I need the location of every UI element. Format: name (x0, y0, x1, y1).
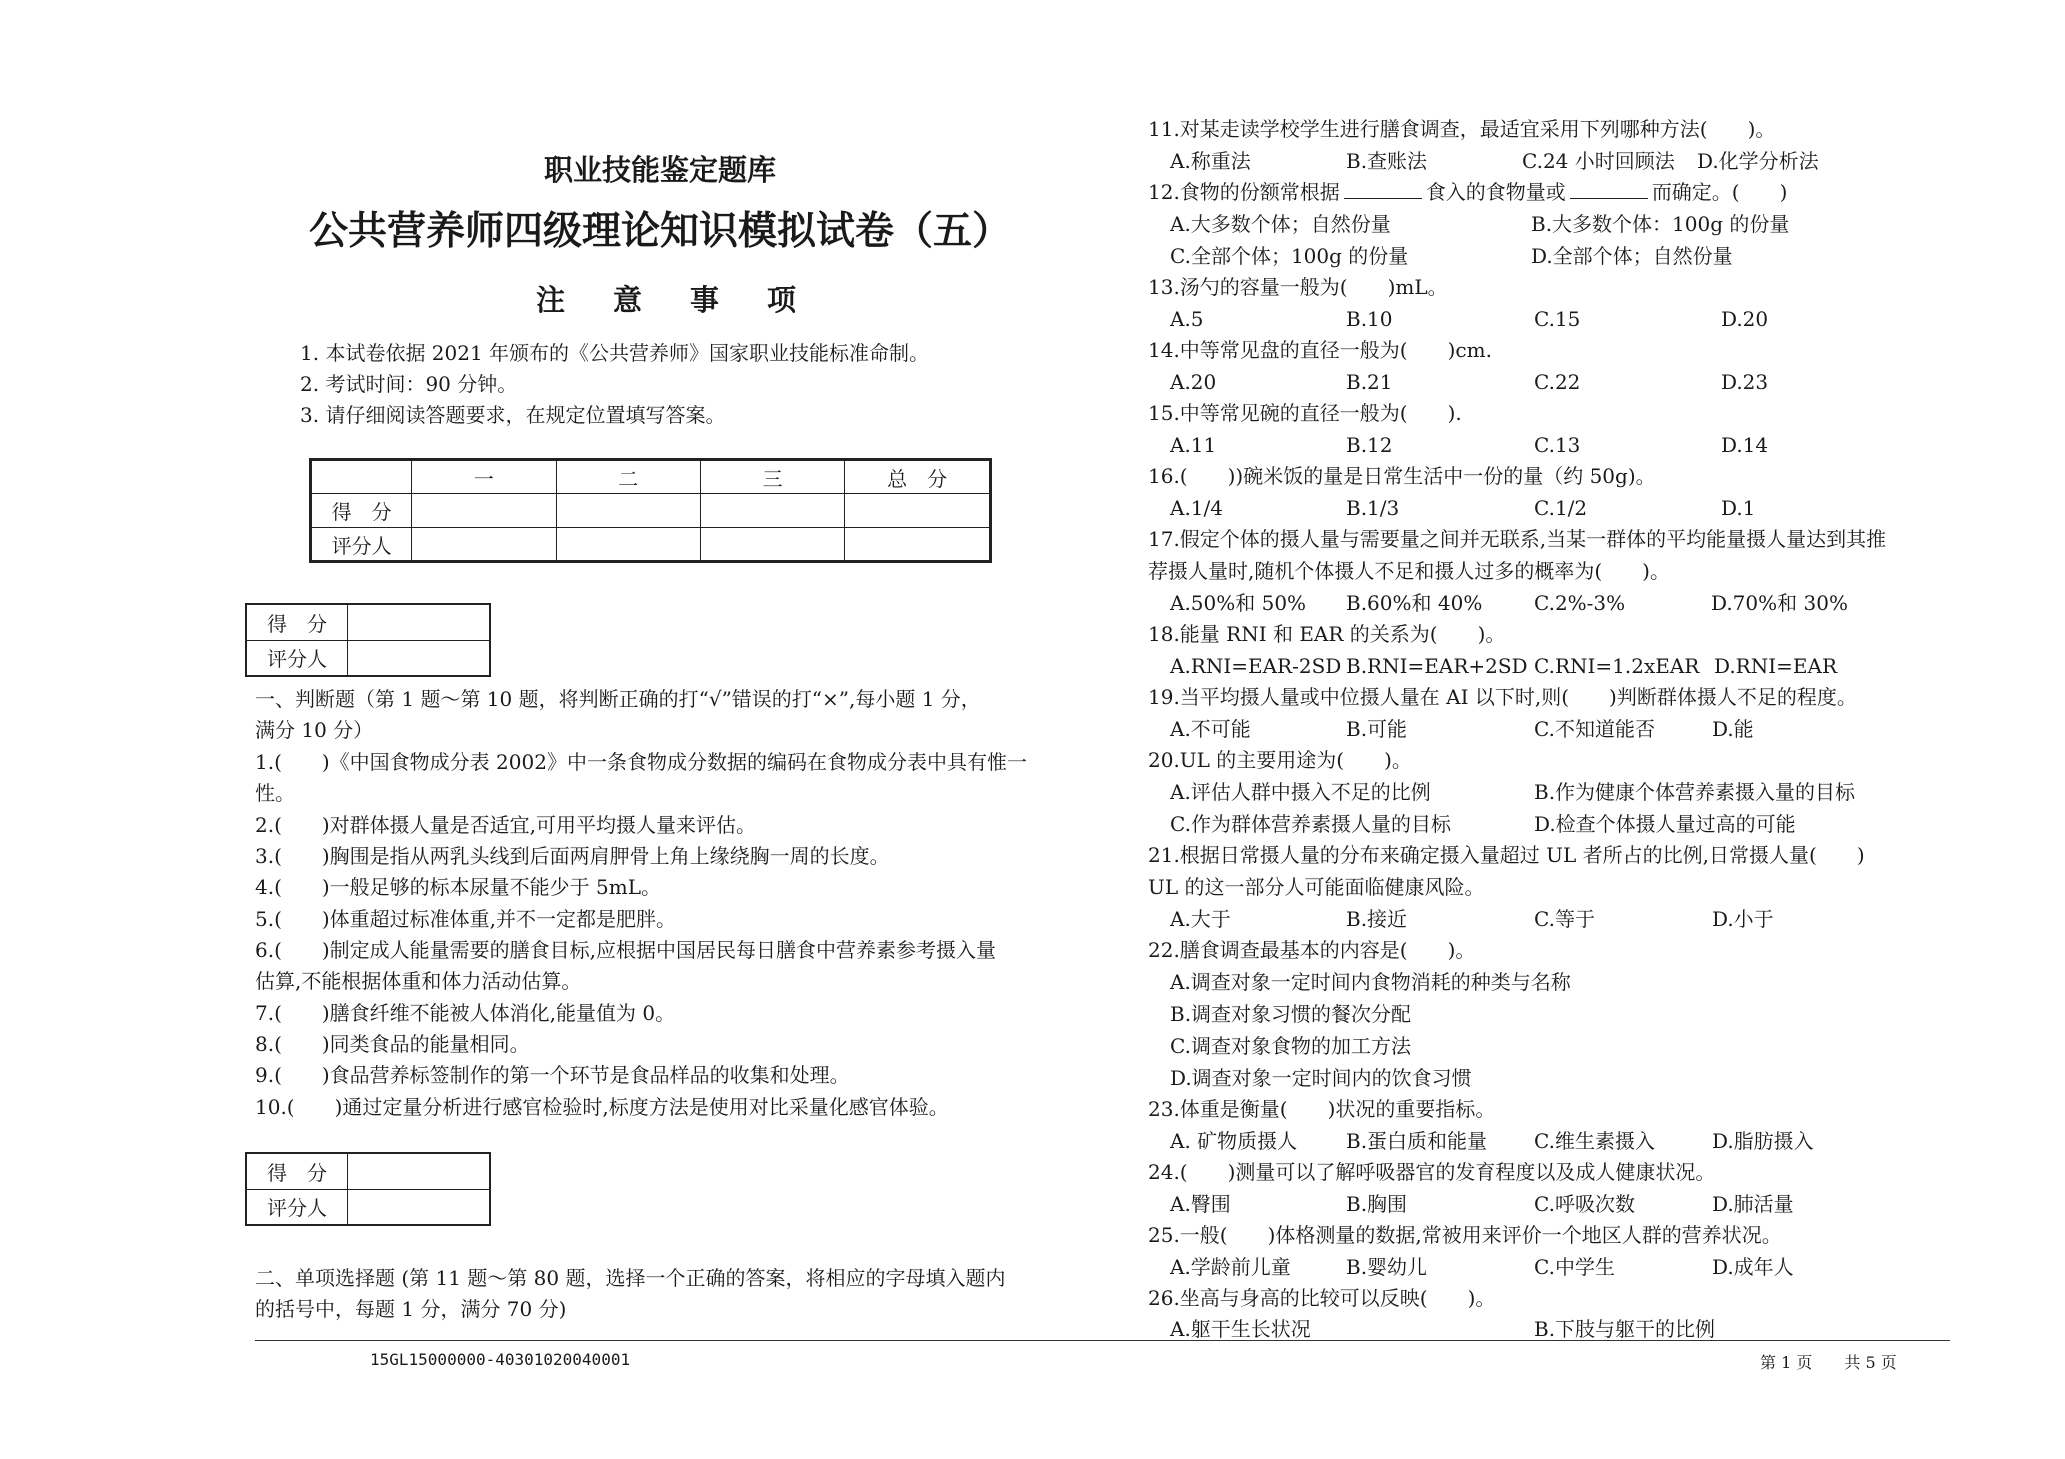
option-b: B.大多数个体：100g 的份量 (1531, 212, 1790, 236)
option-c: C.1/2 (1534, 496, 1588, 520)
judgment-item: 1.( )《中国食物成分表 2002》中一条食物成分数据的编码在食物成分表中具有惟一 (255, 750, 1027, 774)
option-a: A.臀围 (1170, 1192, 1231, 1216)
option-b: B.婴幼儿 (1346, 1255, 1428, 1279)
question-text: 21.根据日常摄人量的分布来确定摄入量超过 UL 者所占的比例,日常摄人量( ) (1148, 843, 1865, 867)
exam-code: 15GL15000000-40301020040001 (370, 1350, 631, 1369)
option-a: A.大多数个体；自然份量 (1170, 212, 1391, 236)
option-a: A.评估人群中摄入不足的比例 (1170, 780, 1431, 804)
judgment-item: 9.( )食品营养标签制作的第一个环节是食品样品的收集和处理。 (255, 1063, 850, 1087)
score-input-cell[interactable] (348, 1189, 491, 1225)
table-header-cell: 二 (556, 460, 700, 494)
table-cell: 得 分 (246, 1153, 348, 1189)
option-c: C.作为群体营养素摄人量的目标 (1170, 812, 1451, 836)
option-c: C.15 (1534, 307, 1581, 331)
section1-heading: 一、判断题（第 1 题～第 10 题，将判断正确的打“√”错误的打“×”,每小题 1 分， (255, 687, 981, 711)
option-a: A.20 (1170, 370, 1217, 394)
section2-heading: 的括号中，每题 1 分，满分 70 分) (255, 1297, 567, 1321)
question-text-part: 而确定。( ) (1651, 180, 1788, 204)
score-input-cell[interactable] (412, 494, 556, 528)
section1-heading: 满分 10 分） (255, 718, 374, 742)
judgment-item: 估算,不能根据体重和体力活动估算。 (255, 969, 582, 993)
question-text: 25.一般( )体格测量的数据,常被用来评价一个地区人群的营养状况。 (1148, 1223, 1782, 1247)
option-b: B.查账法 (1346, 149, 1428, 173)
notice-item: 1. 本试卷依据 2021 年颁布的《公共营养师》国家职业技能标准命制。 (300, 341, 930, 365)
option-b: B.作为健康个体营养素摄入量的目标 (1534, 780, 1856, 804)
option-a: A.躯干生长状况 (1170, 1317, 1311, 1341)
judgment-item: 性。 (255, 781, 295, 805)
question-text: 荐摄人量时,随机个体摄人不足和摄人过多的概率为( )。 (1148, 559, 1670, 583)
option-a: A.1/4 (1170, 496, 1223, 520)
fill-blank (1344, 180, 1422, 199)
question-text (1148, 179, 1787, 205)
table-header-cell: 一 (412, 460, 556, 494)
option-c: C.维生素摄入 (1534, 1129, 1655, 1153)
option-b: B.胸围 (1346, 1192, 1408, 1216)
option-d: D.70%和 30% (1711, 591, 1848, 615)
option-d: D.20 (1721, 307, 1769, 331)
option-a: A.学龄前儿童 (1170, 1255, 1291, 1279)
notice-item: 2. 考试时间：90 分钟。 (300, 372, 518, 396)
table-cell: 评分人 (311, 528, 412, 562)
question-text-part: 食入的食物量或 (1425, 180, 1566, 204)
table-cell: 评分人 (246, 640, 348, 676)
option-a: A.5 (1170, 307, 1204, 331)
option-c: C.2%-3% (1534, 591, 1626, 615)
option-b: B.60%和 40% (1346, 591, 1483, 615)
judgment-item: 10.( )通过定量分析进行感官检验时,标度方法是使用对比采量化感官体验。 (255, 1095, 949, 1119)
option-c: C.22 (1534, 370, 1581, 394)
option-c: C.RNI=1.2xEAR (1534, 654, 1700, 678)
option-d: D.脂肪摄入 (1712, 1129, 1814, 1153)
score-input-cell[interactable] (845, 528, 991, 562)
option-b: B.10 (1346, 307, 1393, 331)
option-d: D.检查个体摄人量过高的可能 (1534, 812, 1796, 836)
option-b: B.接近 (1346, 907, 1408, 931)
option-b: B.RNI=EAR+2SD (1346, 654, 1528, 678)
table-row (311, 494, 991, 528)
question-text: 20.UL 的主要用途为( )。 (1148, 748, 1412, 772)
question-text: 18.能量 RNI 和 EAR 的关系为( )。 (1148, 622, 1506, 646)
fill-blank (1570, 180, 1648, 199)
option-d: D.成年人 (1712, 1255, 1794, 1279)
table-cell: 评分人 (246, 1189, 348, 1225)
question-text: 11.对某走读学校学生进行膳食调查，最适宜采用下列哪种方法( )。 (1148, 117, 1776, 141)
option-c: C.等于 (1534, 907, 1595, 931)
score-input-cell[interactable] (700, 494, 844, 528)
option-d: D.RNI=EAR (1714, 654, 1837, 678)
score-input-cell[interactable] (412, 528, 556, 562)
score-input-cell[interactable] (348, 1153, 491, 1189)
question-text-part: 12.食物的份额常根据 (1148, 180, 1340, 204)
option-a: A.不可能 (1170, 717, 1251, 741)
judgment-item: 2.( )对群体摄人量是否适宜,可用平均摄人量来评估。 (255, 813, 757, 837)
score-input-cell[interactable] (348, 640, 491, 676)
judgment-item: 4.( )一般足够的标本尿量不能少于 5mL。 (255, 875, 662, 899)
option-c: C.24 小时回顾法 (1522, 149, 1675, 173)
option-a: A.RNI=EAR-2SD (1170, 654, 1342, 678)
question-text: 24.( )测量可以了解呼吸器官的发育程度以及成人健康状况。 (1148, 1160, 1716, 1184)
footer-divider (255, 1340, 1950, 1341)
option-a: A.11 (1170, 433, 1217, 457)
option-c: C.不知道能否 (1534, 717, 1655, 741)
option-b: B.可能 (1346, 717, 1408, 741)
judgment-item: 8.( )同类食品的能量相同。 (255, 1032, 530, 1056)
option-d: D.23 (1721, 370, 1769, 394)
score-input-cell[interactable] (556, 528, 700, 562)
question-text: 13.汤勺的容量一般为( )mL。 (1148, 275, 1448, 299)
notice-title: 注意事项 (535, 283, 844, 317)
exam-sub-title: 职业技能鉴定题库 (543, 153, 776, 187)
table-header-cell: 三 (700, 460, 844, 494)
option-c: C.呼吸次数 (1534, 1192, 1635, 1216)
table-cell: 得 分 (246, 604, 348, 640)
page-indicator: 第 1 页 共 5 页 (1760, 1353, 1897, 1372)
question-text: 15.中等常见碗的直径一般为( ). (1148, 401, 1462, 425)
option-a: A.调查对象一定时间内食物消耗的种类与名称 (1170, 970, 1571, 994)
question-text: 14.中等常见盘的直径一般为( )cm. (1148, 338, 1492, 362)
section2-heading: 二、单项选择题 (第 11 题～第 80 题，选择一个正确的答案，将相应的字母填入题内 (255, 1266, 1006, 1290)
notice-item: 3. 请仔细阅读答题要求，在规定位置填写答案。 (300, 403, 726, 427)
option-d: D.小于 (1712, 907, 1774, 931)
table-cell: 得 分 (311, 494, 412, 528)
option-c: C.13 (1534, 433, 1581, 457)
option-d: D.全部个体；自然份量 (1531, 244, 1733, 268)
question-text: 23.体重是衡量( )状况的重要指标。 (1148, 1097, 1496, 1121)
option-b: B.12 (1346, 433, 1393, 457)
score-input-cell[interactable] (348, 604, 491, 640)
table-row (311, 528, 991, 562)
question-text: 17.假定个体的摄人量与需要量之间并无联系,当某一群体的平均能量摄人量达到其推 (1148, 527, 1887, 551)
judgment-item: 5.( )体重超过标准体重,并不一定都是肥胖。 (255, 907, 677, 931)
question-text: UL 的这一部分人可能面临健康风险。 (1148, 875, 1485, 899)
judgment-item: 3.( )胸围是指从两乳头线到后面两肩胛骨上角上缘绕胸一周的长度。 (255, 844, 890, 868)
question-text: 26.坐高与身高的比较可以反映( )。 (1148, 1286, 1496, 1310)
section2-score-table (245, 1152, 491, 1226)
judgment-item: 6.( )制定成人能量需要的膳食目标,应根据中国居民每日膳食中营养素参考摄入量 (255, 938, 997, 962)
option-a: A.称重法 (1170, 149, 1251, 173)
option-d: D.能 (1712, 717, 1754, 741)
option-c: C.全部个体；100g 的份量 (1170, 244, 1409, 268)
score-input-cell[interactable] (845, 494, 991, 528)
option-a: A. 矿物质摄人 (1170, 1129, 1298, 1153)
option-b: B.调查对象习惯的餐次分配 (1170, 1002, 1412, 1026)
option-b: B.蛋白质和能量 (1346, 1129, 1488, 1153)
option-c: C.调查对象食物的加工方法 (1170, 1034, 1411, 1058)
score-input-cell[interactable] (700, 528, 844, 562)
section1-score-table (245, 603, 491, 677)
option-b: B.21 (1346, 370, 1393, 394)
table-header-cell: 总 分 (845, 460, 991, 494)
judgment-item: 7.( )膳食纤维不能被人体消化,能量值为 0。 (255, 1001, 676, 1025)
question-text: 22.膳食调查最基本的内容是( )。 (1148, 938, 1476, 962)
option-d: D.肺活量 (1712, 1192, 1794, 1216)
option-d: D.14 (1721, 433, 1769, 457)
option-d: D.化学分析法 (1697, 149, 1819, 173)
question-text: 16.( ))碗米饭的量是日常生活中一份的量（约 50g)。 (1148, 464, 1656, 488)
option-d: D.调查对象一定时间内的饮食习惯 (1170, 1066, 1472, 1090)
exam-title: 公共营养师四级理论知识模拟试卷（五） (308, 208, 1011, 254)
option-a: A.50%和 50% (1170, 591, 1307, 615)
option-a: A.大于 (1170, 907, 1231, 931)
table-header-cell (311, 460, 412, 494)
score-summary-table (309, 458, 992, 563)
score-input-cell[interactable] (556, 494, 700, 528)
option-c: C.中学生 (1534, 1255, 1615, 1279)
question-text: 19.当平均摄人量或中位摄人量在 AI 以下时,则( )判断群体摄人不足的程度。 (1148, 685, 1857, 709)
option-b: B.下肢与躯干的比例 (1534, 1317, 1716, 1341)
option-b: B.1/3 (1346, 496, 1400, 520)
option-d: D.1 (1721, 496, 1756, 520)
